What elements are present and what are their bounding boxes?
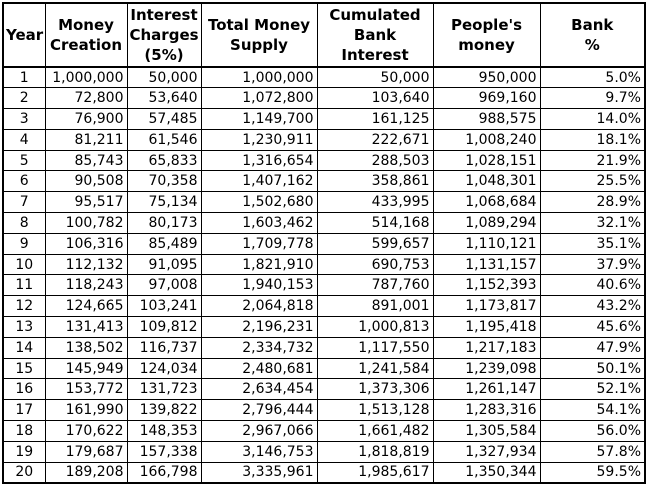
cell-money-creation: 131,413 xyxy=(45,317,127,338)
cell-cumulated-bank-interest: 1,513,128 xyxy=(317,400,433,421)
cell-year: 4 xyxy=(3,129,45,150)
cell-interest-charges: 91,095 xyxy=(127,254,201,275)
cell-cumulated-bank-interest: 1,241,584 xyxy=(317,358,433,379)
cell-total-money-supply: 1,230,911 xyxy=(201,129,317,150)
cell-peoples-money: 1,028,151 xyxy=(433,150,540,171)
cell-total-money-supply: 2,634,454 xyxy=(201,379,317,400)
cell-total-money-supply: 1,940,153 xyxy=(201,275,317,296)
header-bank-percent: Bank % xyxy=(540,3,645,67)
table-row xyxy=(3,171,645,192)
cell-cumulated-bank-interest: 690,753 xyxy=(317,254,433,275)
table-row xyxy=(3,400,645,421)
cell-interest-charges: 116,737 xyxy=(127,337,201,358)
cell-year: 19 xyxy=(3,441,45,462)
cell-interest-charges: 50,000 xyxy=(127,67,201,88)
cell-cumulated-bank-interest: 433,995 xyxy=(317,192,433,213)
table-row xyxy=(3,213,645,234)
header-row xyxy=(3,3,645,67)
cell-year: 3 xyxy=(3,109,45,130)
cell-total-money-supply: 1,072,800 xyxy=(201,88,317,109)
cell-total-money-supply: 2,796,444 xyxy=(201,400,317,421)
cell-cumulated-bank-interest: 50,000 xyxy=(317,67,433,88)
cell-interest-charges: 157,338 xyxy=(127,441,201,462)
cell-cumulated-bank-interest: 1,000,813 xyxy=(317,317,433,338)
cell-peoples-money: 988,575 xyxy=(433,109,540,130)
cell-total-money-supply: 2,967,066 xyxy=(201,421,317,442)
cell-bank-percent: 37.9% xyxy=(540,254,645,275)
cell-peoples-money: 1,048,301 xyxy=(433,171,540,192)
cell-peoples-money: 1,089,294 xyxy=(433,213,540,234)
cell-money-creation: 1,000,000 xyxy=(45,67,127,88)
table-row xyxy=(3,67,645,88)
cell-interest-charges: 109,812 xyxy=(127,317,201,338)
cell-interest-charges: 53,640 xyxy=(127,88,201,109)
table-row xyxy=(3,379,645,400)
cell-money-creation: 138,502 xyxy=(45,337,127,358)
cell-interest-charges: 57,485 xyxy=(127,109,201,130)
cell-bank-percent: 45.6% xyxy=(540,317,645,338)
cell-cumulated-bank-interest: 1,818,819 xyxy=(317,441,433,462)
cell-money-creation: 112,132 xyxy=(45,254,127,275)
cell-money-creation: 85,743 xyxy=(45,150,127,171)
cell-year: 5 xyxy=(3,150,45,171)
cell-cumulated-bank-interest: 288,503 xyxy=(317,150,433,171)
cell-cumulated-bank-interest: 1,985,617 xyxy=(317,462,433,483)
cell-total-money-supply: 1,316,654 xyxy=(201,150,317,171)
cell-interest-charges: 75,134 xyxy=(127,192,201,213)
table-row xyxy=(3,337,645,358)
table-row xyxy=(3,150,645,171)
cell-year: 12 xyxy=(3,296,45,317)
table-row xyxy=(3,275,645,296)
cell-year: 6 xyxy=(3,171,45,192)
cell-bank-percent: 32.1% xyxy=(540,213,645,234)
table-row xyxy=(3,317,645,338)
cell-interest-charges: 80,173 xyxy=(127,213,201,234)
cell-interest-charges: 139,822 xyxy=(127,400,201,421)
cell-bank-percent: 59.5% xyxy=(540,462,645,483)
cell-peoples-money: 1,173,817 xyxy=(433,296,540,317)
cell-bank-percent: 9.7% xyxy=(540,88,645,109)
cell-year: 17 xyxy=(3,400,45,421)
cell-peoples-money: 1,261,147 xyxy=(433,379,540,400)
cell-total-money-supply: 1,603,462 xyxy=(201,213,317,234)
cell-bank-percent: 47.9% xyxy=(540,337,645,358)
cell-money-creation: 145,949 xyxy=(45,358,127,379)
cell-total-money-supply: 1,407,162 xyxy=(201,171,317,192)
cell-peoples-money: 1,327,934 xyxy=(433,441,540,462)
cell-total-money-supply: 1,502,680 xyxy=(201,192,317,213)
cell-year: 2 xyxy=(3,88,45,109)
cell-cumulated-bank-interest: 514,168 xyxy=(317,213,433,234)
cell-interest-charges: 103,241 xyxy=(127,296,201,317)
cell-cumulated-bank-interest: 1,661,482 xyxy=(317,421,433,442)
table-row xyxy=(3,358,645,379)
cell-year: 8 xyxy=(3,213,45,234)
cell-bank-percent: 52.1% xyxy=(540,379,645,400)
cell-year: 10 xyxy=(3,254,45,275)
cell-money-creation: 161,990 xyxy=(45,400,127,421)
cell-cumulated-bank-interest: 1,373,306 xyxy=(317,379,433,400)
table-row xyxy=(3,296,645,317)
cell-peoples-money: 1,131,157 xyxy=(433,254,540,275)
header-year: Year xyxy=(3,3,45,67)
cell-peoples-money: 1,195,418 xyxy=(433,317,540,338)
cell-money-creation: 100,782 xyxy=(45,213,127,234)
table-row xyxy=(3,233,645,254)
table-row xyxy=(3,254,645,275)
cell-year: 20 xyxy=(3,462,45,483)
cell-year: 7 xyxy=(3,192,45,213)
cell-bank-percent: 57.8% xyxy=(540,441,645,462)
table-row xyxy=(3,109,645,130)
cell-bank-percent: 14.0% xyxy=(540,109,645,130)
header-cumulated-bank-interest: Cumulated Bank Interest xyxy=(317,3,433,67)
cell-money-creation: 106,316 xyxy=(45,233,127,254)
cell-cumulated-bank-interest: 787,760 xyxy=(317,275,433,296)
cell-interest-charges: 85,489 xyxy=(127,233,201,254)
cell-total-money-supply: 2,196,231 xyxy=(201,317,317,338)
cell-total-money-supply: 2,334,732 xyxy=(201,337,317,358)
cell-money-creation: 189,208 xyxy=(45,462,127,483)
cell-peoples-money: 1,239,098 xyxy=(433,358,540,379)
cell-bank-percent: 40.6% xyxy=(540,275,645,296)
cell-cumulated-bank-interest: 222,671 xyxy=(317,129,433,150)
cell-year: 9 xyxy=(3,233,45,254)
cell-bank-percent: 54.1% xyxy=(540,400,645,421)
cell-peoples-money: 969,160 xyxy=(433,88,540,109)
cell-year: 18 xyxy=(3,421,45,442)
cell-money-creation: 72,800 xyxy=(45,88,127,109)
table-row xyxy=(3,421,645,442)
cell-total-money-supply: 1,821,910 xyxy=(201,254,317,275)
cell-cumulated-bank-interest: 1,117,550 xyxy=(317,337,433,358)
cell-year: 14 xyxy=(3,337,45,358)
cell-total-money-supply: 2,064,818 xyxy=(201,296,317,317)
cell-peoples-money: 1,283,316 xyxy=(433,400,540,421)
cell-peoples-money: 1,350,344 xyxy=(433,462,540,483)
cell-bank-percent: 56.0% xyxy=(540,421,645,442)
cell-cumulated-bank-interest: 358,861 xyxy=(317,171,433,192)
cell-year: 13 xyxy=(3,317,45,338)
cell-year: 15 xyxy=(3,358,45,379)
header-total-money-supply: Total Money Supply xyxy=(201,3,317,67)
cell-cumulated-bank-interest: 161,125 xyxy=(317,109,433,130)
table-row xyxy=(3,88,645,109)
cell-money-creation: 95,517 xyxy=(45,192,127,213)
header-peoples-money: People's money xyxy=(433,3,540,67)
header-interest-charges: Interest Charges (5%) xyxy=(127,3,201,67)
cell-money-creation: 153,772 xyxy=(45,379,127,400)
cell-bank-percent: 35.1% xyxy=(540,233,645,254)
cell-interest-charges: 61,546 xyxy=(127,129,201,150)
cell-bank-percent: 43.2% xyxy=(540,296,645,317)
cell-year: 11 xyxy=(3,275,45,296)
cell-bank-percent: 28.9% xyxy=(540,192,645,213)
cell-peoples-money: 1,110,121 xyxy=(433,233,540,254)
cell-bank-percent: 5.0% xyxy=(540,67,645,88)
table-row xyxy=(3,129,645,150)
cell-peoples-money: 1,008,240 xyxy=(433,129,540,150)
cell-interest-charges: 131,723 xyxy=(127,379,201,400)
cell-money-creation: 170,622 xyxy=(45,421,127,442)
cell-money-creation: 118,243 xyxy=(45,275,127,296)
cell-peoples-money: 1,305,584 xyxy=(433,421,540,442)
cell-peoples-money: 950,000 xyxy=(433,67,540,88)
cell-total-money-supply: 1,149,700 xyxy=(201,109,317,130)
cell-money-creation: 90,508 xyxy=(45,171,127,192)
table-row xyxy=(3,462,645,483)
cell-total-money-supply: 1,709,778 xyxy=(201,233,317,254)
cell-cumulated-bank-interest: 599,657 xyxy=(317,233,433,254)
cell-cumulated-bank-interest: 103,640 xyxy=(317,88,433,109)
money-creation-table xyxy=(2,2,646,484)
cell-total-money-supply: 3,335,961 xyxy=(201,462,317,483)
cell-money-creation: 124,665 xyxy=(45,296,127,317)
cell-total-money-supply: 3,146,753 xyxy=(201,441,317,462)
cell-total-money-supply: 1,000,000 xyxy=(201,67,317,88)
cell-peoples-money: 1,068,684 xyxy=(433,192,540,213)
cell-bank-percent: 50.1% xyxy=(540,358,645,379)
cell-bank-percent: 21.9% xyxy=(540,150,645,171)
table-body xyxy=(3,67,645,483)
cell-interest-charges: 97,008 xyxy=(127,275,201,296)
table-row xyxy=(3,441,645,462)
cell-interest-charges: 70,358 xyxy=(127,171,201,192)
header-money-creation: Money Creation xyxy=(45,3,127,67)
cell-year: 1 xyxy=(3,67,45,88)
cell-money-creation: 179,687 xyxy=(45,441,127,462)
cell-interest-charges: 148,353 xyxy=(127,421,201,442)
cell-bank-percent: 18.1% xyxy=(540,129,645,150)
cell-total-money-supply: 2,480,681 xyxy=(201,358,317,379)
cell-interest-charges: 166,798 xyxy=(127,462,201,483)
cell-money-creation: 81,211 xyxy=(45,129,127,150)
cell-bank-percent: 25.5% xyxy=(540,171,645,192)
cell-money-creation: 76,900 xyxy=(45,109,127,130)
cell-interest-charges: 124,034 xyxy=(127,358,201,379)
cell-interest-charges: 65,833 xyxy=(127,150,201,171)
table-row xyxy=(3,192,645,213)
cell-year: 16 xyxy=(3,379,45,400)
cell-peoples-money: 1,152,393 xyxy=(433,275,540,296)
cell-peoples-money: 1,217,183 xyxy=(433,337,540,358)
cell-cumulated-bank-interest: 891,001 xyxy=(317,296,433,317)
